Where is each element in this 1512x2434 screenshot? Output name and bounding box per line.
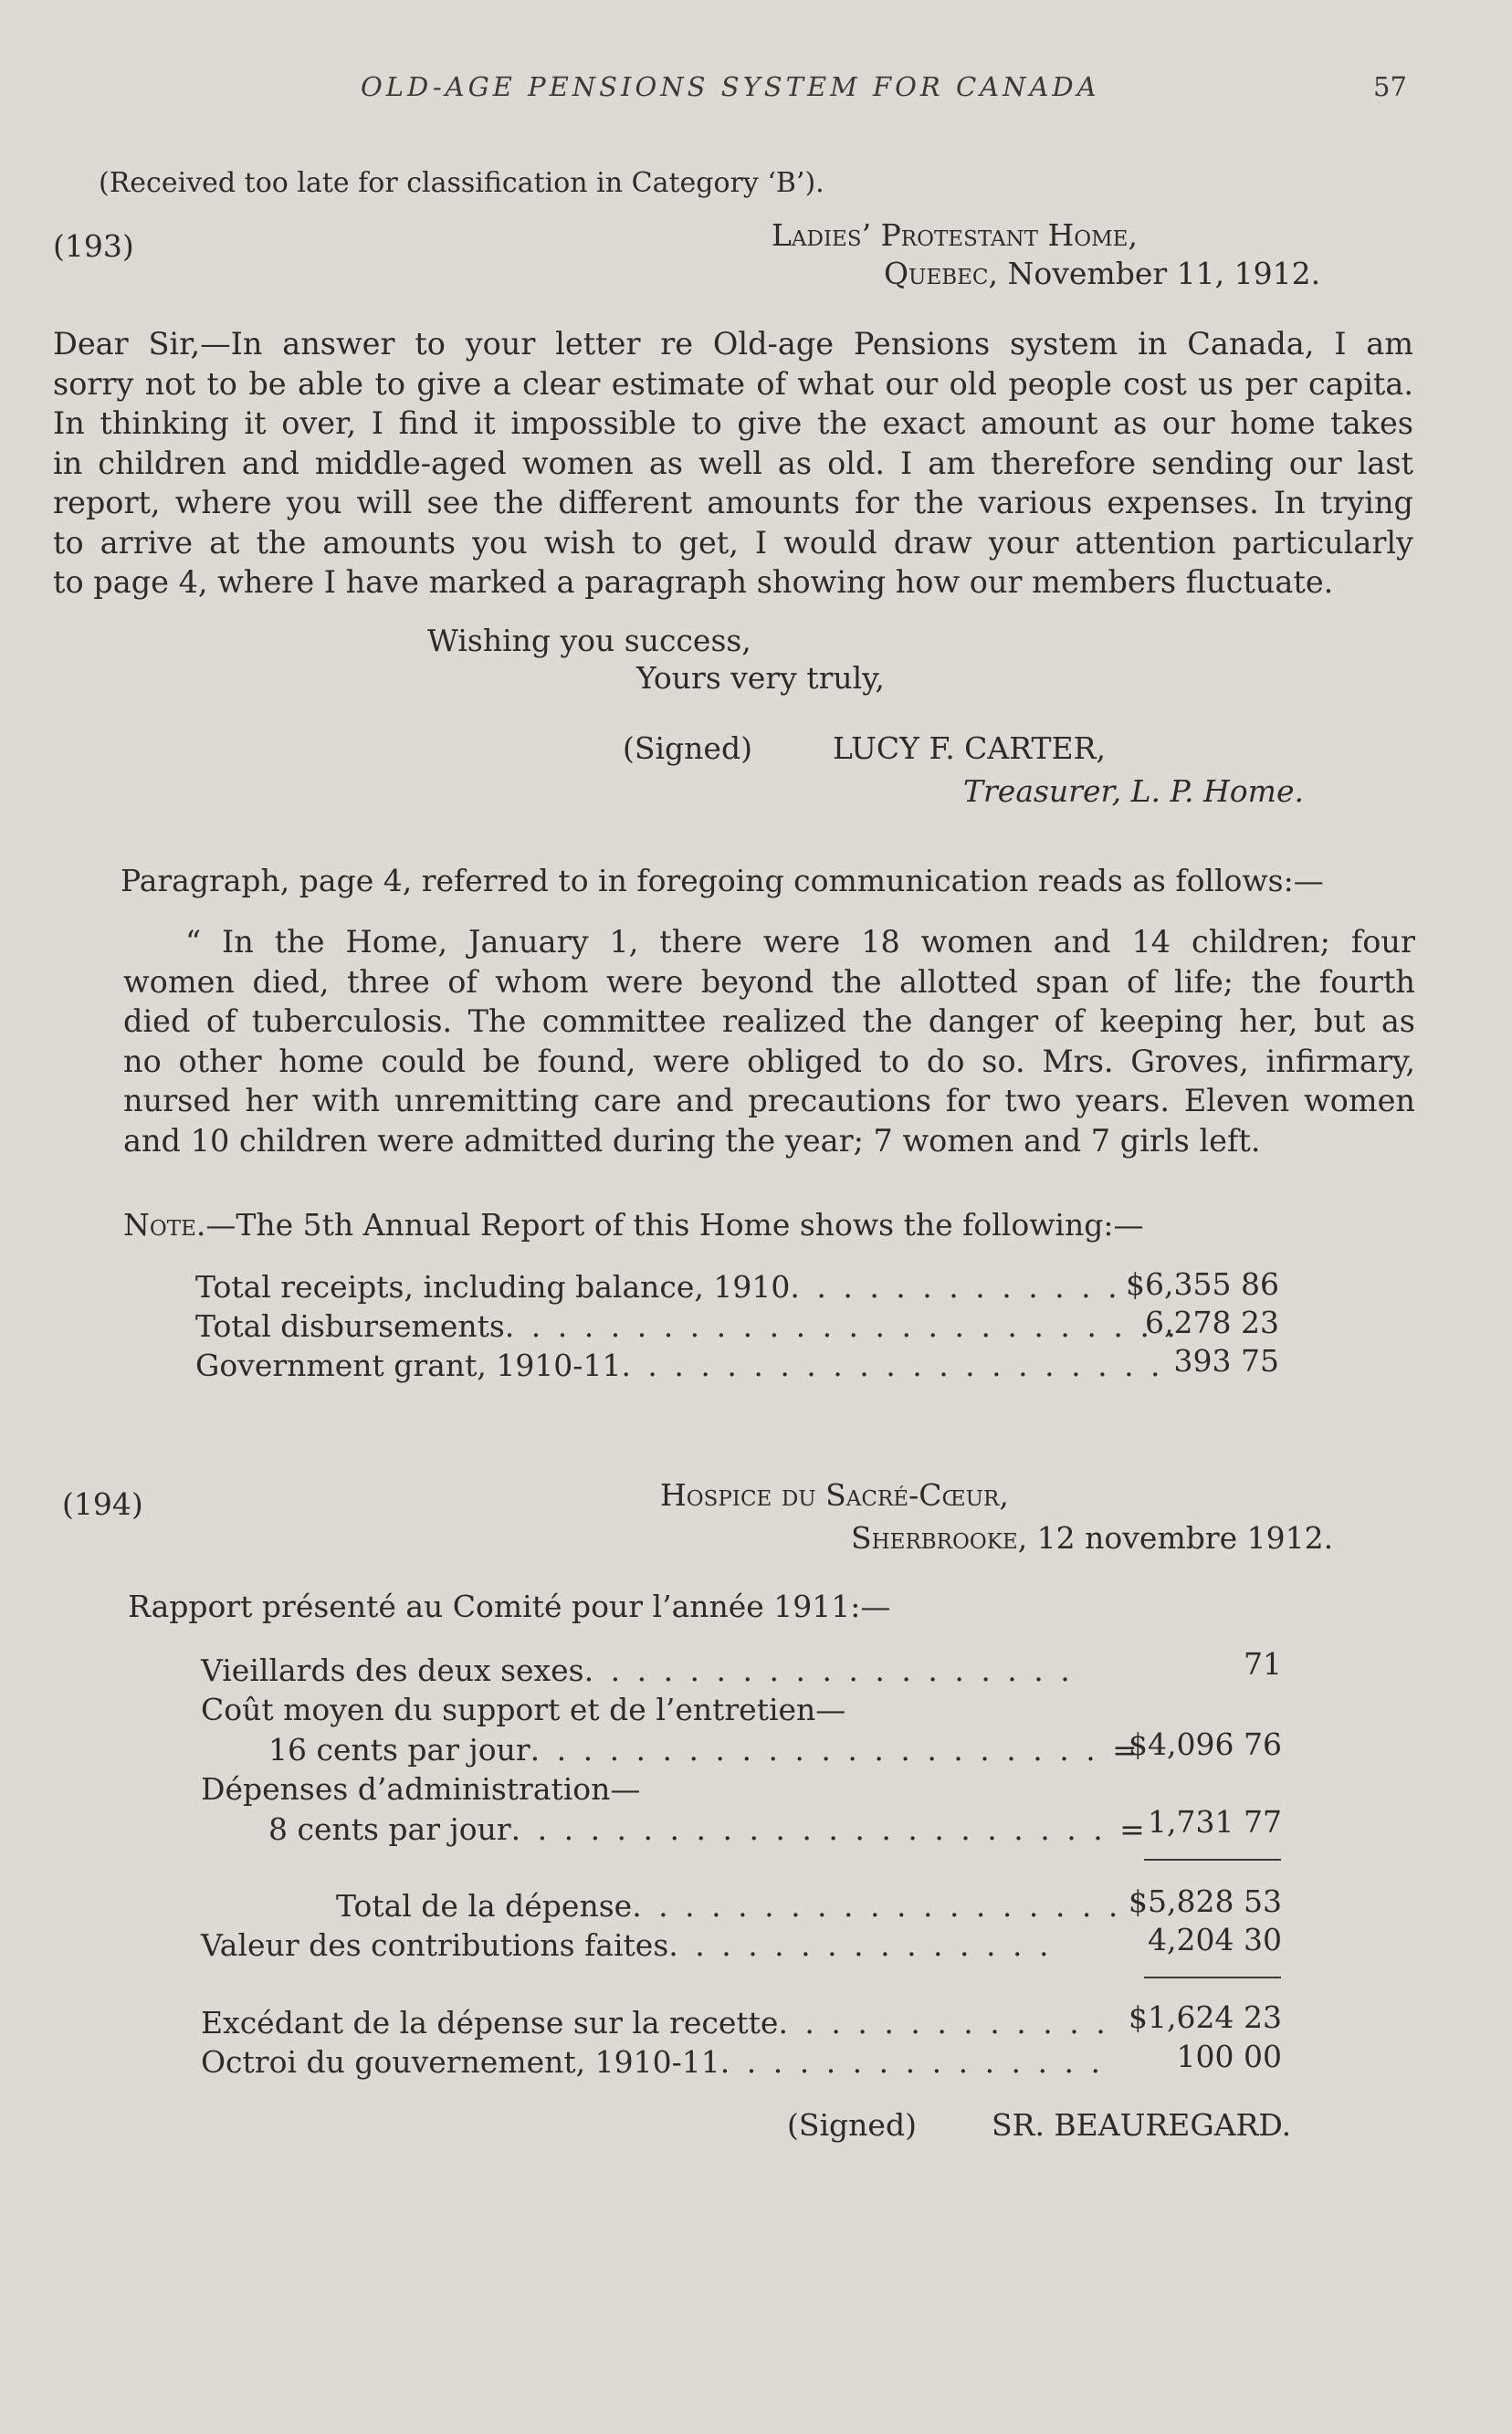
report-row-label: 16 cents par jour. . . . . . . . . . . . . . . . . . . . . . = [268,1732,1141,1768]
report-row-label: Excédant de la dépense sur la recette. . . . . . . . . . . . . [201,2005,1109,2041]
report-row-label: Valeur des contributions faites. . . . . . . . . . . . . . . [201,1927,1053,1963]
note-line [123,1207,1143,1243]
quote-line: nursed her with unremitting care and precautions for two years. Eleven women [123,1083,1415,1118]
body-line: to page 4, where I have marked a paragraph showing how our members fluctuate. [53,564,1334,600]
report-row-label: Dépenses d’administration— [201,1771,641,1807]
place-name: Sherbrooke [851,1520,1018,1556]
letter-193-place-date [884,256,1320,291]
report-row-label: 8 cents par jour. . . . . . . . . . . . . . . . . . . . . . . = [268,1811,1149,1847]
report-row-amount: $5,828 53 [1129,1883,1282,1919]
sum-rule [1144,1859,1281,1861]
report-row-label: Vieillards des deux sexes. . . . . . . . . . . . . . . . . . . [201,1652,1074,1688]
quote-line: “ In the Home, January 1, there were 18 women and 14 children; four [185,924,1415,960]
date-text: , 12 novembre 1912. [1017,1520,1334,1556]
paragraph-intro: Paragraph, page 4, referred to in foregoing communication reads as follows:— [121,863,1324,898]
signed-label: (Signed) [623,730,752,766]
received-late-note: (Received too late for classification in Category ‘B’). [99,167,824,199]
report-row-amount: $4,096 76 [1129,1726,1282,1762]
financial-row-amount: 6,278 23 [1145,1305,1279,1340]
sum-rule [1144,1977,1281,1978]
financial-row-amount: 393 75 [1173,1343,1279,1379]
page-number: 57 [1373,71,1407,102]
closing-wishing: Wishing you success, [427,623,751,658]
letter-193-number: (193) [53,228,134,264]
body-line: Dear Sir,—In answer to your letter re Old-age Pensions system in Canada, I am [53,326,1413,362]
financial-row-amount: $6,355 86 [1126,1266,1279,1302]
report-intro: Rapport présenté au Comité pour l’année 1911:— [128,1589,891,1624]
signed-label-194: (Signed) [787,2107,917,2143]
letter-193-sender: Ladies’ Protestant Home, [772,217,1138,253]
report-row-amount: 1,731 77 [1148,1804,1282,1840]
financial-row-label: Government grant, 1910-11. . . . . . . . . . . . . . . . . . . . . [195,1348,1164,1383]
financial-row-label: Total disbursements. . . . . . . . . . . . . . . . . . . . . . . . . . [195,1308,1180,1344]
body-line: In thinking it over, I find it impossible to give the exact amount as our home takes [53,405,1413,441]
quote-line: died of tuberculosis. The committee realized the danger of keeping her, but as [123,1003,1415,1039]
letter-193-body [53,324,1413,603]
closing-yours: Yours very truly, [636,660,885,696]
date-text: , November 11, 1912. [988,256,1321,291]
report-row-amount: 100 00 [1176,2039,1282,2074]
quote-line: no other home could be found, were obliged to do so. Mrs. Groves, infirmary, [123,1043,1415,1079]
signer-name: LUCY F. CARTER, [833,730,1106,766]
report-row-label: Octroi du gouvernement, 1910-11. . . . . . . . . . . . . . . [201,2044,1104,2080]
quote-line: women died, three of whom were beyond the allotted span of life; the fourth [123,963,1415,1000]
financial-row-label: Total receipts, including balance, 1910. . . . . . . . . . . . . [195,1269,1121,1305]
quote-line: and 10 children were admitted during the year; 7 women and 7 girls left. [123,1122,1261,1159]
signer-title: Treasurer, L. P. Home. [963,773,1304,809]
body-line: to arrive at the amounts you wish to get, I would draw your attention particularly [53,524,1413,561]
body-line: report, where you will see the different amounts for the various expenses. In trying [53,485,1413,520]
quoted-paragraph [123,922,1415,1160]
place-name: Quebec [884,256,989,291]
note-label: Note. [123,1207,206,1243]
body-line: sorry not to be able to give a clear estimate of what our old people cost us per capita. [53,365,1413,402]
letter-194-sender: Hospice du Sacré-Cœur, [660,1477,1009,1513]
report-row-amount: 71 [1244,1646,1282,1682]
signer-name-194: SR. BEAUREGARD. [992,2107,1292,2143]
body-line: in children and middle-aged women as well as old. I am therefore sending our last [53,445,1413,481]
running-header-title: OLD-AGE PENSIONS SYSTEM FOR CANADA [361,71,1100,102]
report-row-amount: $1,624 23 [1129,1999,1282,2035]
report-row-amount: 4,204 30 [1148,1922,1282,1957]
letter-194-number: (194) [62,1486,143,1522]
report-row-label: Total de la dépense. . . . . . . . . . . . . . . . . . . [336,1888,1122,1924]
letter-194-place-date [851,1520,1333,1556]
note-text: —The 5th Annual Report of this Home shows the following:— [205,1207,1144,1243]
report-row-label: Coût moyen du support et de l’entretien— [201,1692,846,1727]
